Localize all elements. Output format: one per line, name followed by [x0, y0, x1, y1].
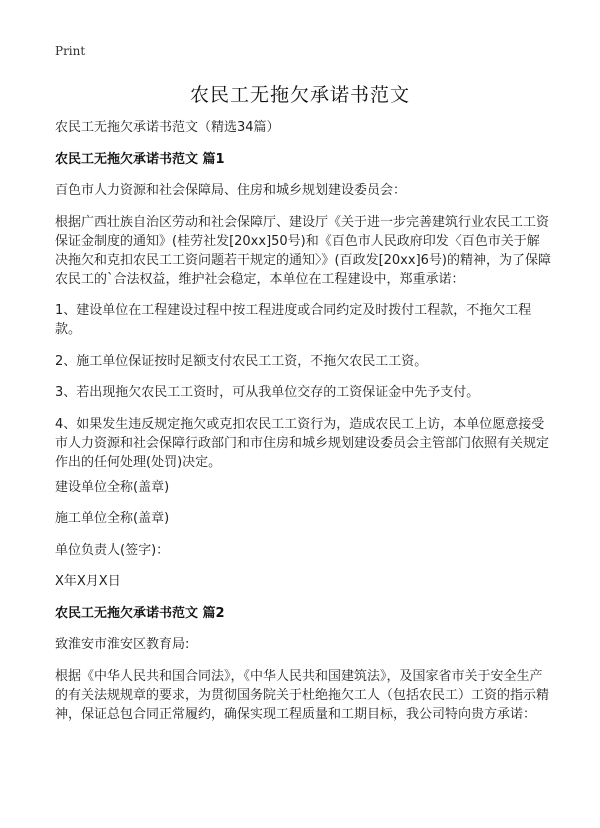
document-title: 农民工无拖欠承诺书范文 [189, 84, 410, 106]
section-1-salutation: 百色市人力资源和社会保障局、住房和城乡规划建设委员会： [55, 183, 407, 198]
section-1-item-4: 4、如果发生违反规定拖欠或克扣农民工工资行为，造成农民工上访，本单位愿意接受市人力资源和社会保障行政部门和市住房和城乡规划建设委员会主管部门依照有关规定作出的任何处理(处罚)决定。 [55, 416, 550, 470]
section-1-item-2: 2、施工单位保证按时足额支付农民工工资，不拖欠农民工工资。 [55, 353, 428, 369]
signing-date: X年X月X日 [55, 574, 121, 589]
section-2-salutation: 致淮安市淮安区教育局: [55, 637, 190, 652]
document-subtitle: 农民工无拖欠承诺书范文（精选34篇） [55, 120, 280, 135]
section-1-item-1: 1、建设单位在工程建设过程中按工程进度或合同约定及时拨付工程款，不拖欠工程款。 [55, 303, 532, 337]
construction-unit-seal: 建设单位全称(盖章) [55, 479, 170, 495]
responsible-person-signature: 单位负责人(签字)： [55, 542, 170, 558]
section-2-heading: 农民工无拖欠承诺书范文 篇2 [55, 605, 225, 621]
print-link[interactable]: Print [55, 44, 86, 58]
builder-unit-seal: 施工单位全称(盖章) [55, 511, 170, 526]
document-body [55, 118, 552, 736]
section-1-intro: 根据广西壮族自治区劳动和社会保障厅、建设厅《关于进一步完善建筑行业农民工工资保证金制度的通知》(桂劳社发[20xx]50号)和《百色市人民政府印发〈百色市关于解决拖欠和克扣农民工工资问题若干规定的通知〉》(百政发[20xx]6号)的精神，为了保障农民工的`合法权益，维护社会稳定，本单位在工程建设中，郑重承诺： [55, 214, 551, 287]
section-1-item-3: 3、若出现拖欠农民工工资时，可从我单位交存的工资保证金中先予支付。 [55, 385, 480, 400]
section-1-heading: 农民工无拖欠承诺书范文 篇1 [55, 151, 225, 167]
section-2-intro: 根据《中华人民共和国合同法》，《中华人民共和国建筑法》，及国家省市关于安全生产的有关法规规章的要求，为贯彻国务院关于杜绝拖欠工人（包括农民工）工资的指示精神，保证总包合同正常履约，确保实现工程质量和工期目标，我公司特向贵方承诺： [55, 668, 550, 722]
